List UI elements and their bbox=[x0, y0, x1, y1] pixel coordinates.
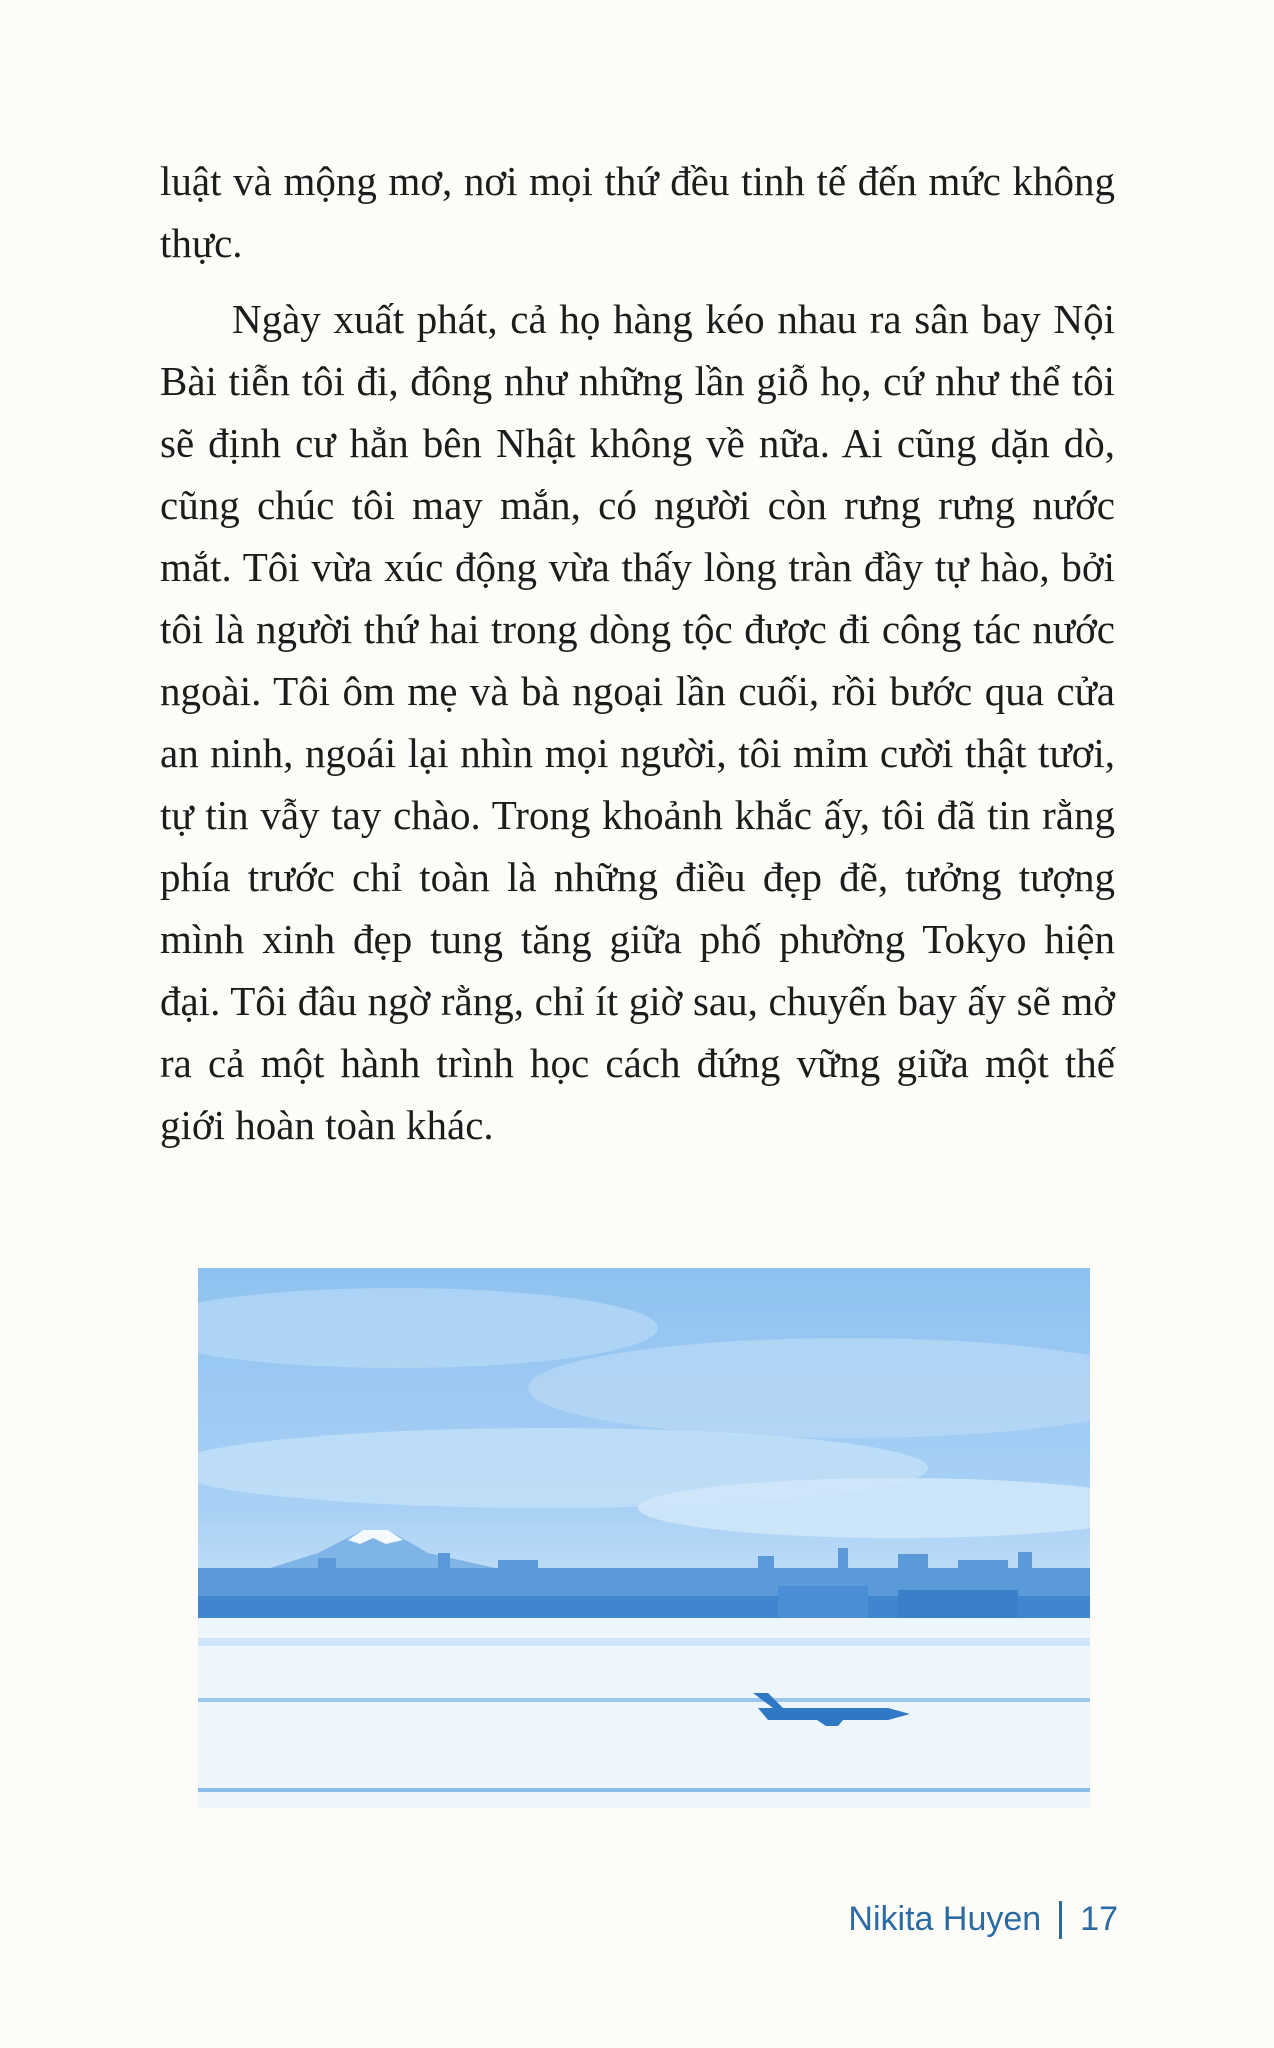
paragraph: Ngày xuất phát, cả họ hàng kéo nhau ra sân bay Nội Bài tiễn tôi đi, đông như những lần giỗ họ, cứ như thể tôi sẽ định cư hẳn bên Nhật không về nữa. Ai cũng dặn dò, cũng chúc tôi may mắn, có người còn rưng rưng nước mắt. Tôi vừa xúc động vừa thấy lòng tràn đầy tự hào, bởi tôi là người thứ hai trong dòng tộc được đi công tác nước ngoài. Tôi ôm mẹ và bà ngoại lần cuối, rồi bước qua cửa an ninh, ngoái lại nhìn mọi người, tôi mỉm cười thật tươi, tự tin vẫy tay chào. Trong khoảnh khắc ấy, tôi đã tin rằng phía trước chỉ toàn là những điều đẹp đẽ, tưởng tượng mình xinh đẹp tung tăng giữa phố phường Tokyo hiện đại. Tôi đâu ngờ rằng, chỉ ít giờ sau, chuyến bay ấy sẽ mở ra cả một hành trình học cách đứng vững giữa một thế giới hoàn toàn khác. bbox=[160, 296, 1115, 1148]
paragraph: luật và mộng mơ, nơi mọi thứ đều tinh tế đến mức không thực. bbox=[160, 158, 1115, 266]
footer-divider bbox=[1059, 1901, 1062, 1939]
page-number: 17 bbox=[1080, 1900, 1118, 1938]
author-name: Nikita Huyen bbox=[848, 1900, 1042, 1938]
body-text bbox=[160, 150, 1115, 1156]
page-footer bbox=[848, 1900, 1118, 1939]
airport-photo bbox=[198, 1268, 1090, 1808]
